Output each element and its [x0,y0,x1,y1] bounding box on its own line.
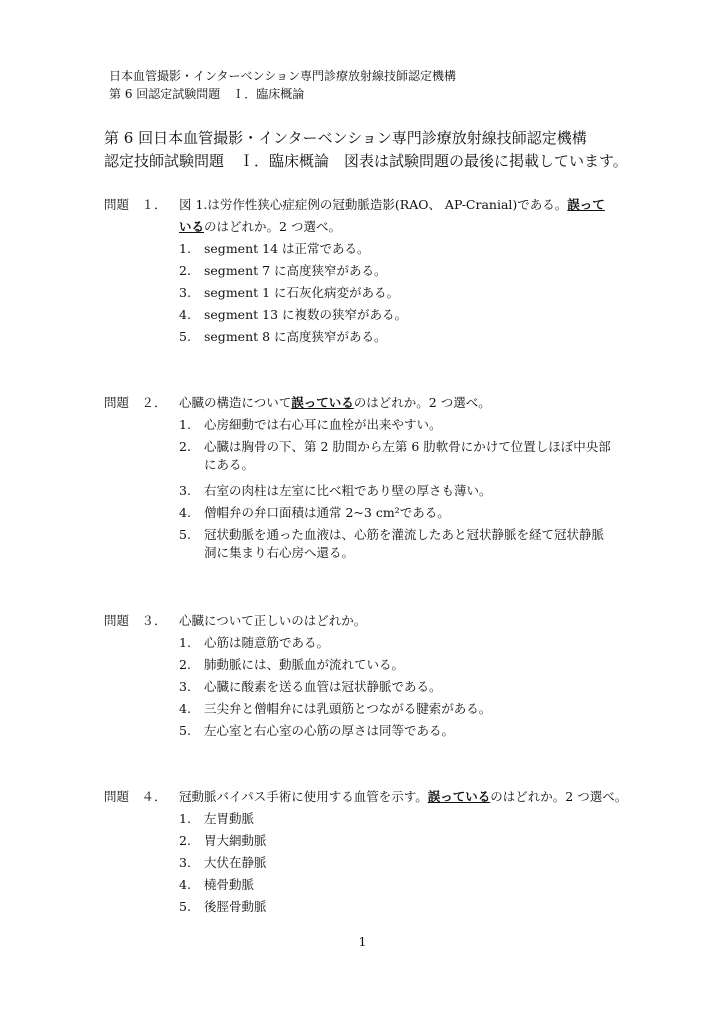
question-2-option-1: 1. 心房細動では右心耳に血栓が出来やすい。 [179,417,442,432]
question-4-option-5: 5. 後脛骨動脈 [179,899,267,914]
question-3-stem: 心臓について正しいのはどれか。 [179,613,367,628]
running-header-line2: 第 6 回認定試験問題 Ｉ．臨床概論 [109,87,305,101]
document-title-line2: 認定技師試験問題 Ｉ．臨床概論 図表は試験問題の最後に掲載しています。 [104,152,628,170]
question-4-option-3: 3. 大伏在静脈 [179,855,267,870]
question-4-option-1: 1. 左胃動脈 [179,811,255,826]
question-1-label: 問題 １． [104,197,167,212]
question-1-stem-tail: のはどれか。2 つ選べ。 [204,219,341,234]
question-4-emphasis: 誤っている [427,789,491,804]
question-2-option-4: 4. 僧帽弁の弁口面積は通常 2~3 cm²である。 [179,505,450,520]
question-3-option-2: 2. 肺動脈には、動脈血が流れている。 [179,657,405,672]
question-4-option-2: 2. 胃大網動脈 [179,833,267,848]
question-1-option-4: 4. segment 13 に複数の狭窄がある。 [179,307,407,322]
question-3-option-1: 1. 心筋は随意筋である。 [179,635,330,650]
question-4-option-4: 4. 橈骨動脈 [179,877,255,892]
question-4-stem: 冠動脈バイパス手術に使用する血管を示す。誤っているのはどれか。2 つ選べ。 [179,789,628,804]
question-1-option-5: 5. segment 8 に高度狭窄がある。 [179,329,387,344]
question-2-label: 問題 ２． [104,395,167,410]
document-title-line1: 第 6 回日本血管撮影・インターベンション専門診療放射線技師認定機構 [104,129,587,147]
running-header-line1: 日本血管撮影・インターベンション専門診療放射線技師認定機構 [109,69,456,83]
question-3-option-4: 4. 三尖弁と僧帽弁には乳頭筋とつながる腱索がある。 [179,701,492,716]
question-2-emphasis: 誤っている [291,395,354,410]
question-4-label: 問題 ４． [104,789,167,804]
question-3-option-3: 3. 心臓に酸素を送る血管は冠状静脈である。 [179,679,442,694]
question-1-option-3: 3. segment 1 に石灰化病変がある。 [179,285,400,300]
question-3-label: 問題 ３． [104,613,167,628]
question-1-option-1: 1. segment 14 は正常である。 [179,241,370,256]
question-3-option-5: 5. 左心室と右心室の心筋の厚さは同等である。 [179,723,455,738]
page-number: 1 [358,934,367,949]
question-2-option-2: 2. 心臓は胸骨の下、第 2 肋間から左第 6 肋軟骨にかけて位置しほぼ中央部にある。 [179,439,611,472]
question-2-option-5: 5. 冠状動脈を通った血液は、心筋を灌流したあと冠状静脈を経て冠状静脈洞に集まり右心房へ還る。 [179,527,605,560]
question-1-option-2: 2. segment 7 に高度狭窄がある。 [179,263,387,278]
question-2-option-3: 3. 右室の肉柱は左室に比べ粗であり壁の厚さも薄い。 [179,483,492,498]
question-1-emphasis-part2: いる [179,219,205,234]
question-1-emphasis-part1: 誤って [567,197,605,212]
question-2-stem: 心臓の構造について誤っているのはどれか。2 つ選べ。 [179,395,491,410]
question-1-stem-line1 [179,196,605,214]
question-1-stem-line2 [179,218,341,236]
question-1-stem-text: 図 1.は労作性狭心症症例の冠動脈造影(RAO、 AP-Cranial)である。 [179,197,568,212]
